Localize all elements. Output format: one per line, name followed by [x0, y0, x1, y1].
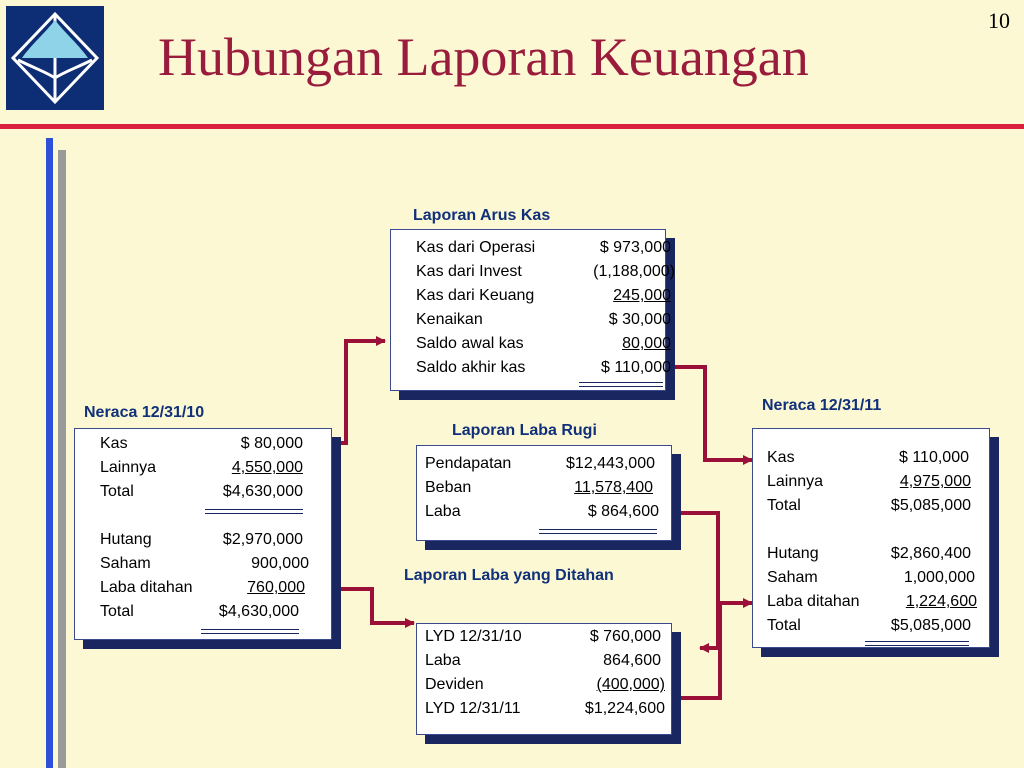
balance-sheet-2011-card	[752, 428, 990, 648]
row-value: 4,975,000	[899, 473, 971, 490]
row-value: $4,630,000	[218, 603, 299, 620]
row-label: Laba ditahan	[767, 593, 860, 610]
balance-2010-title: Neraca 12/31/10	[84, 404, 205, 421]
row-label: Lainnya	[767, 473, 824, 490]
row-label: Lainnya	[100, 459, 157, 476]
row-value: 760,000	[247, 579, 305, 596]
table-row	[75, 483, 331, 507]
cashflow-statement-card	[390, 229, 675, 391]
row-label: Kas	[767, 449, 795, 466]
row-label: Laba	[425, 503, 461, 520]
table-row	[417, 503, 671, 527]
row-label: Kas	[100, 435, 128, 452]
balance-sheet-2010-card	[74, 428, 332, 640]
row-label: Pendapatan	[425, 455, 512, 472]
table-row	[753, 593, 989, 617]
row-value: $ 80,000	[240, 435, 303, 452]
table-row	[753, 545, 989, 569]
row-label: Hutang	[767, 545, 819, 562]
row-value: $ 110,000	[899, 449, 969, 466]
row-label: LYD 12/31/10	[425, 628, 522, 645]
row-label: Total	[100, 483, 134, 500]
row-label: Total	[100, 603, 134, 620]
row-value: $2,970,000	[222, 531, 303, 548]
arrow-neraca10-to-lyd	[332, 589, 414, 623]
page-title: Hubungan Laporan Keuangan	[158, 27, 809, 87]
row-label: Hutang	[100, 531, 152, 548]
row-value: $5,085,000	[890, 497, 971, 514]
row-label: Deviden	[425, 676, 484, 693]
row-label: Saham	[767, 569, 818, 586]
row-value: 1,224,600	[905, 593, 977, 610]
income-statement-title: Laporan Laba Rugi	[452, 422, 597, 439]
row-value: 1,000,000	[903, 569, 975, 586]
table-row	[391, 287, 671, 311]
row-label: Total	[767, 497, 801, 514]
row-label: Saldo akhir kas	[416, 359, 526, 376]
balance-2011-title: Neraca 12/31/11	[762, 397, 882, 414]
row-label: Kenaikan	[416, 311, 483, 328]
row-label: Kas dari Keuang	[416, 287, 535, 304]
table-row	[391, 311, 671, 335]
table-row	[417, 628, 671, 652]
double-underline	[579, 382, 663, 387]
row-value: 80,000	[622, 335, 671, 352]
table-row	[417, 652, 671, 676]
row-value: $ 30,000	[608, 311, 671, 328]
row-value: (1,188,000)	[593, 263, 675, 280]
retained-earnings-title: Laporan Laba yang Ditahan	[404, 567, 614, 584]
row-value: 11,578,400	[574, 479, 653, 496]
row-value: $ 973,000	[599, 239, 671, 256]
row-value: $1,224,600	[584, 700, 665, 717]
table-row	[75, 531, 331, 555]
arrow-lyd-to-neraca11	[678, 603, 752, 698]
row-value: $4,630,000	[222, 483, 303, 500]
table-row	[417, 676, 671, 700]
row-value: 4,550,000	[231, 459, 303, 476]
retained-earnings-card	[416, 623, 672, 735]
table-row	[753, 449, 989, 473]
table-row	[391, 335, 671, 359]
row-label: Laba	[425, 652, 461, 669]
double-underline	[539, 529, 657, 534]
row-value: $5,085,000	[890, 617, 971, 634]
double-underline	[201, 629, 299, 634]
arrow-aruskas-to-neraca11	[672, 367, 752, 460]
row-value: 864,600	[603, 652, 661, 669]
row-label: Kas dari Invest	[416, 263, 522, 280]
row-value: $ 864,600	[587, 503, 659, 520]
table-row	[753, 569, 989, 593]
row-label: Kas dari Operasi	[416, 239, 536, 256]
double-underline	[865, 641, 969, 646]
row-label: LYD 12/31/11	[425, 700, 521, 717]
row-value: $ 110,000	[601, 359, 671, 376]
table-row	[753, 497, 989, 521]
table-row	[391, 263, 675, 287]
row-label: Saham	[100, 555, 151, 572]
cashflow-title: Laporan Arus Kas	[413, 207, 551, 224]
row-value: (400,000)	[596, 676, 665, 693]
row-label: Total	[767, 617, 801, 634]
table-row	[75, 435, 331, 459]
double-underline	[205, 509, 303, 514]
page-number: 10	[988, 8, 1010, 33]
table-row	[417, 700, 671, 724]
table-row	[75, 603, 331, 627]
row-label: Beban	[425, 479, 472, 496]
row-value: 245,000	[613, 287, 671, 304]
row-label: Saldo awal kas	[416, 335, 524, 352]
arrow-neraca10-to-aruskas	[332, 341, 385, 443]
table-row	[417, 455, 671, 479]
table-row	[753, 617, 989, 641]
table-row	[75, 579, 331, 603]
table-row	[75, 555, 331, 579]
table-row	[75, 459, 331, 483]
income-statement-card	[416, 445, 672, 541]
row-value: $ 760,000	[589, 628, 661, 645]
table-row	[391, 359, 671, 383]
row-value: $2,860,400	[890, 545, 971, 562]
row-value: $12,443,000	[566, 455, 655, 472]
table-row	[753, 473, 989, 497]
table-row	[417, 479, 671, 503]
row-value: 900,000	[251, 555, 309, 572]
table-row	[391, 239, 671, 263]
row-label: Laba ditahan	[100, 579, 193, 596]
